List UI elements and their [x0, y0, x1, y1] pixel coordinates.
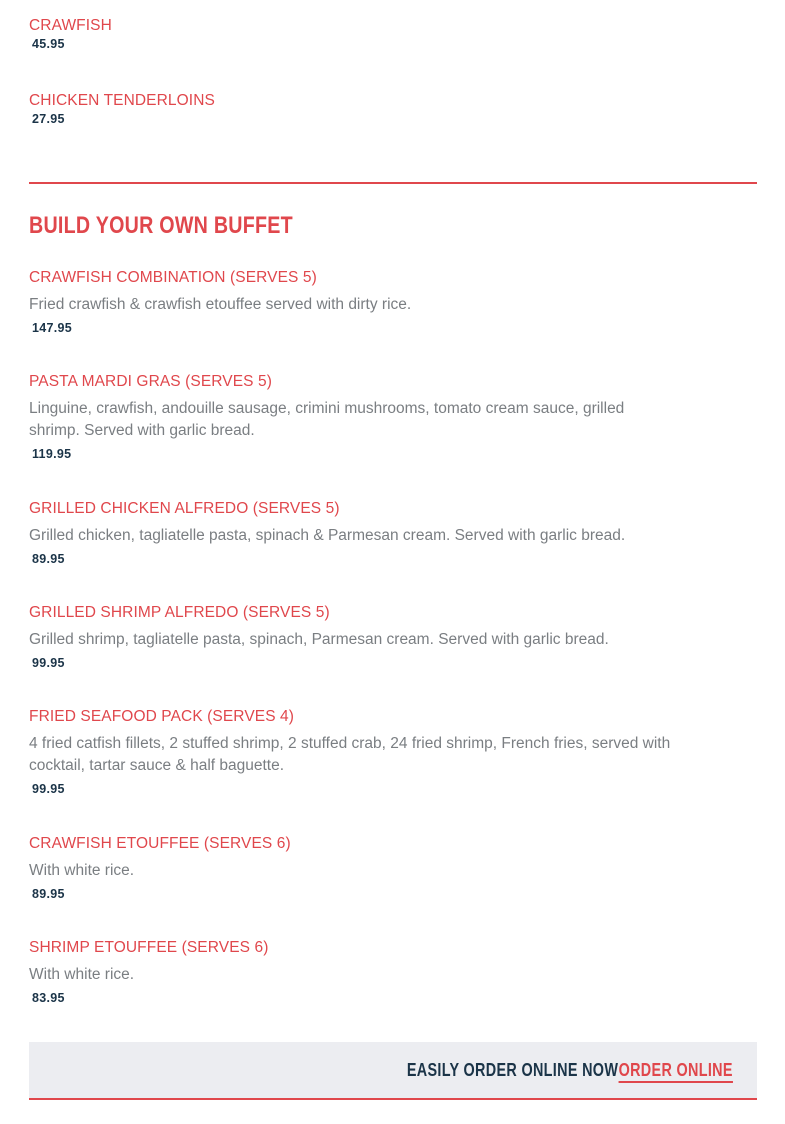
menu-item-chicken-tenderloins: [29, 91, 215, 127]
menu-item-description: Grilled chicken, tagliatelle pasta, spinach & Parmesan cream. Served with garlic bread.: [29, 527, 626, 544]
order-online-banner: [29, 1042, 757, 1100]
menu-item-name: PASTA MARDI GRAS (SERVES 5): [29, 373, 273, 390]
menu-item-name: CRAWFISH COMBINATION (SERVES 5): [29, 269, 317, 286]
menu-item-grilled-shrimp-alfredo: [29, 603, 729, 671]
menu-item-description: With white rice.: [29, 862, 135, 879]
menu-item-description: Linguine, crawfish, andouille sausage, crimini mushrooms, tomato cream sauce, grilled shrimp. Served with garlic bread.: [29, 400, 625, 439]
menu-item-price: 45.95: [32, 37, 65, 51]
menu-item-name: GRILLED CHICKEN ALFREDO (SERVES 5): [29, 500, 340, 517]
section-title: BUILD YOUR OWN BUFFET: [29, 212, 293, 239]
menu-item-price: 119.95: [32, 447, 72, 461]
menu-item-description: 4 fried catfish fillets, 2 stuffed shrimp, 2 stuffed crab, 24 fried shrimp, French fries, served with cocktail, tartar sauce & half baguette.: [29, 735, 671, 774]
order-online-text: EASILY ORDER ONLINE NOW: [406, 1060, 618, 1080]
menu-item-name: SHRIMP ETOUFFEE (SERVES 6): [29, 939, 269, 956]
order-online-link[interactable]: ORDER ONLINE: [619, 1059, 733, 1083]
menu-item-name: CHICKEN TENDERLOINS: [29, 92, 215, 109]
menu-item-name: FRIED SEAFOOD PACK (SERVES 4): [29, 708, 295, 725]
menu-item-price: 89.95: [32, 552, 65, 566]
menu-item-description: Fried crawfish & crawfish etouffee served with dirty rice.: [29, 296, 412, 313]
menu-item-crawfish-etouffee: [29, 834, 729, 902]
menu-item-description: With white rice.: [29, 966, 135, 983]
menu-item-name: CRAWFISH ETOUFFEE (SERVES 6): [29, 835, 291, 852]
menu-item-fried-seafood-pack: [29, 707, 729, 797]
menu-item-price: 99.95: [32, 782, 65, 796]
menu-item-price: 27.95: [32, 112, 65, 126]
menu-item-price: 147.95: [32, 321, 73, 335]
menu-item-shrimp-etouffee: [29, 938, 729, 1006]
menu-item-crawfish-combination: [29, 268, 729, 336]
menu-item-price: 83.95: [32, 991, 65, 1005]
menu-item-price: 89.95: [32, 887, 65, 901]
menu-item-crawfish: [29, 16, 112, 52]
menu-item-description: Grilled shrimp, tagliatelle pasta, spinach, Parmesan cream. Served with garlic bread.: [29, 631, 609, 648]
menu-item-pasta-mardi-gras: [29, 372, 669, 462]
menu-item-name: GRILLED SHRIMP ALFREDO (SERVES 5): [29, 604, 330, 621]
section-divider: [29, 182, 757, 184]
menu-item-name: CRAWFISH: [29, 17, 112, 34]
menu-item-price: 99.95: [32, 656, 65, 670]
menu-item-grilled-chicken-alfredo: [29, 499, 729, 567]
